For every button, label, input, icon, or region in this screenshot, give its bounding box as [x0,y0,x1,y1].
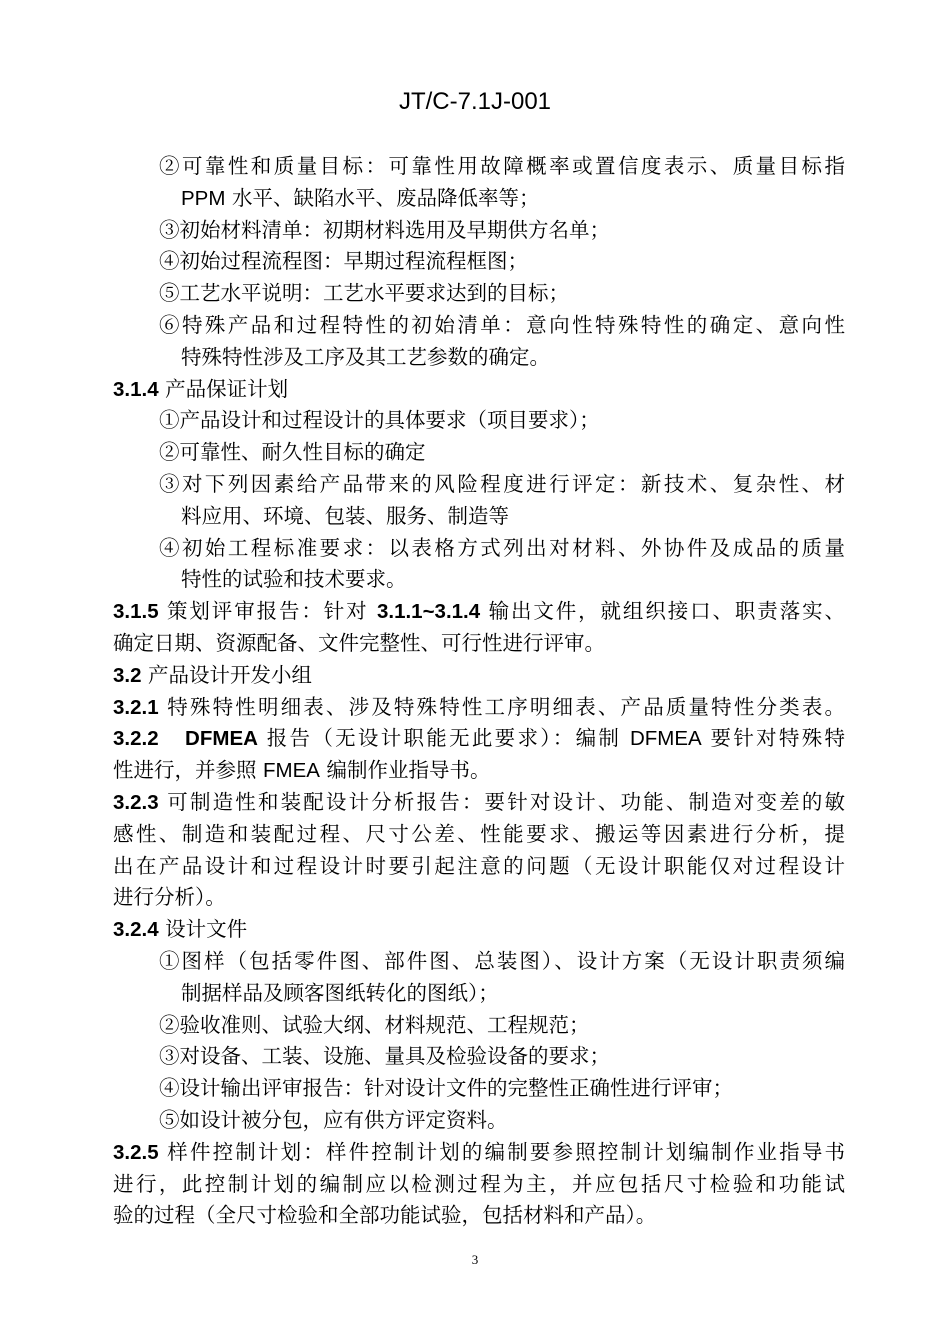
ppm-text: PPM [181,186,226,210]
list-item-text: 水平、缺陷水平、废品降低率等； [225,185,540,210]
section-heading-3-2-5 [113,1137,845,1169]
section-number: 3.2 [113,663,142,687]
paragraph-text: 输出文件，就组织接口、职责落实、 [480,599,845,624]
paragraph-text: 策划评审报告：针对 [158,599,377,624]
section-reference: 3.1.1~3.1.4 [376,600,481,624]
page-number: 3 [471,1252,479,1267]
section-heading-3-2-2 [113,723,845,755]
section-number: 3.1.5 [113,600,159,624]
section-heading-3-2-4 [113,914,845,946]
list-item-risk-assessment: ③对下列因素给产品带来的风险程度进行评定：新技术、复杂性、材 [159,471,845,496]
section-heading-3-2-1 [113,692,845,724]
list-item-reliability-quality: ②可靠性和质量目标：可靠性用故障概率或置信度表示、质量目标指 [159,154,845,178]
fmea-term: FMEA [263,759,320,783]
paragraph-text: 编制作业指导书。 [319,758,491,783]
list-item-continuation: 制据样品及顾客图纸转化的图纸）； [181,980,499,1005]
paragraph-line: 感性、制造和装配过程、尺寸公差、性能要求、搬运等因素进行分析，提 [113,821,845,846]
paragraph-text: 性进行，并参照 [113,758,264,783]
list-item-continuation: 特性的试验和技术要求。 [181,567,407,592]
list-item-drawings: ①图样（包括零件图、部件图、总装图）、设计方案（无设计职责须编 [159,948,845,973]
dfmea-term: DFMEA [629,727,702,751]
list-item-continuation: 特殊特性涉及工序及其工艺参数的确定。 [181,344,550,369]
paragraph-text: 特殊特性明细表、涉及特殊特性工序明细表、产品质量特性分类表。 [158,694,845,719]
section-title: 产品保证计划 [158,376,289,401]
paragraph-text: 要针对特殊特 [701,726,845,751]
section-heading-3-2-3 [113,787,845,819]
list-item-subcontract: ⑤如设计被分包，应有供方评定资料。 [159,1107,508,1132]
list-item-continuation: 料应用、环境、包装、服务、制造等 [181,503,509,528]
list-item-continuation [113,183,845,215]
section-number: 3.2.4 [113,918,159,942]
section-title: 设计文件 [158,917,248,942]
list-item-acceptance-criteria: ②验收准则、试验大纲、材料规范、工程规范； [159,1012,590,1037]
paragraph-line: 进行分析）。 [113,885,226,910]
document-code-header: JT/C-7.1J-001 [398,88,552,115]
section-title: 产品设计开发小组 [141,662,313,687]
list-item-special-characteristics: ⑥特殊产品和过程特性的初始清单：意向性特殊特性的确定、意向性 [159,312,845,337]
paragraph-line: 进行，此控制计划的编制应以检测过程为主，并应包括尺寸检验和功能试 [113,1171,845,1196]
paragraph-line [113,755,845,787]
section-number: 3.2.1 [113,695,159,719]
list-item-process-flow: ④初始过程流程图：早期过程流程框图； [159,249,528,274]
list-item-design-review: ④设计输出评审报告：针对设计文件的完整性正确性进行评审； [159,1076,733,1101]
paragraph-text: 样件控制计划：样件控制计划的编制要参照控制计划编制作业指导书 [158,1139,845,1164]
paragraph-text: 报告（无设计职能无此要求）：编制 [257,726,630,751]
list-item-bom: ③初始材料清单：初期材料选用及早期供方名单； [159,217,610,242]
document-body [113,151,845,1232]
section-heading-3-2 [113,660,845,692]
section-number: 3.2.2 [113,727,159,751]
paragraph-line: 出在产品设计和过程设计时要引起注意的问题（无设计职能仅对过程设计 [113,853,845,878]
section-number: 3.2.5 [113,1140,159,1164]
paragraph-line: 验的过程（全尺寸检验和全部功能试验，包括材料和产品）。 [113,1203,657,1228]
paragraph-text: 可制造性和装配设计分析报告：要针对设计、功能、制造对变差的敏 [158,789,845,814]
list-item-design-requirements: ①产品设计和过程设计的具体要求（项目要求）； [159,408,600,433]
dfmea-term: DFMEA [185,727,258,751]
section-number: 3.1.4 [113,377,159,401]
section-heading-3-1-5 [113,596,845,628]
section-heading-3-1-4 [113,374,845,406]
list-item-equipment-requirements: ③对设备、工装、设施、量具及检验设备的要求； [159,1044,610,1069]
list-item-process-level: ⑤工艺水平说明：工艺水平要求达到的目标； [159,281,569,306]
list-item-reliability-goals: ②可靠性、耐久性目标的确定 [159,440,426,465]
list-item-engineering-standards: ④初始工程标准要求：以表格方式列出对材料、外协件及成品的质量 [159,535,845,560]
paragraph-line: 确定日期、资源配备、文件完整性、可行性进行评审。 [113,630,605,655]
section-number: 3.2.3 [113,790,159,814]
